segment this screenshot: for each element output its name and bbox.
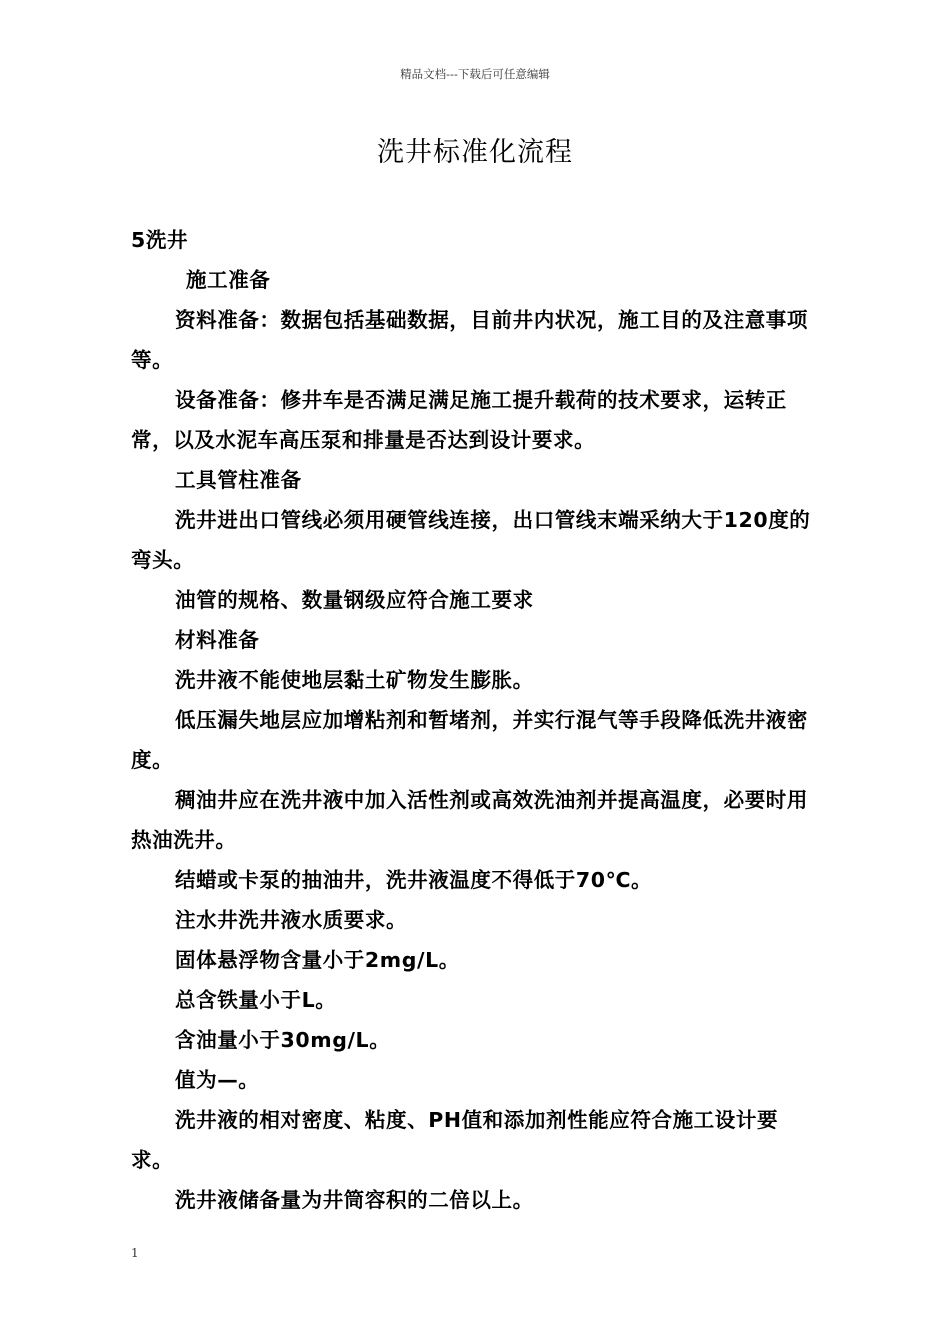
paragraph: 设备准备：修井车是否满足满足施工提升载荷的技术要求，运转正常，以及水泥车高压泵和排量是否达到设计要求。 (131, 388, 787, 452)
paragraph: 洗井液储备量为井筒容积的二倍以上。 (175, 1188, 534, 1212)
subsection-heading: 材料准备 (175, 628, 260, 652)
paragraph: 低压漏失地层应加增粘剂和暂堵剂，并实行混气等手段降低洗井液密度。 (131, 708, 808, 772)
paragraph: 固体悬浮物含量小于2mg/L。 (175, 948, 460, 972)
paragraph: 洗井进出口管线必须用硬管线连接，出口管线末端采纳大于120度的弯头。 (131, 508, 811, 572)
page-number: 1 (131, 1246, 139, 1260)
subsection-heading: 工具管柱准备 (175, 468, 302, 492)
subsection-heading: 施工准备 (186, 268, 271, 292)
paragraph: 注水井洗井液水质要求。 (175, 908, 408, 932)
paragraph: 洗井液不能使地层黏土矿物发生膨胀。 (175, 668, 534, 692)
paragraph: 含油量小于30mg/L。 (175, 1028, 391, 1052)
paragraph: 结蜡或卡泵的抽油井，洗井液温度不得低于70℃。 (175, 868, 653, 892)
page-header-note: 精品文档---下载后可任意编辑 (400, 67, 550, 81)
document-body (131, 220, 811, 1220)
paragraph: 油管的规格、数量钢级应符合施工要求 (175, 588, 534, 612)
document-title: 洗井标准化流程 (377, 137, 573, 168)
section-heading: 5洗井 (131, 228, 189, 252)
paragraph: 洗井液的相对密度、粘度、PH值和添加剂性能应符合施工设计要求。 (131, 1108, 779, 1172)
paragraph: 总含铁量小于L。 (175, 988, 337, 1012)
paragraph: 资料准备：数据包括基础数据，目前井内状况，施工目的及注意事项等。 (131, 308, 808, 372)
paragraph: 值为—。 (175, 1068, 260, 1092)
paragraph: 稠油井应在洗井液中加入活性剂或高效洗油剂并提高温度，必要时用热油洗井。 (131, 788, 808, 852)
